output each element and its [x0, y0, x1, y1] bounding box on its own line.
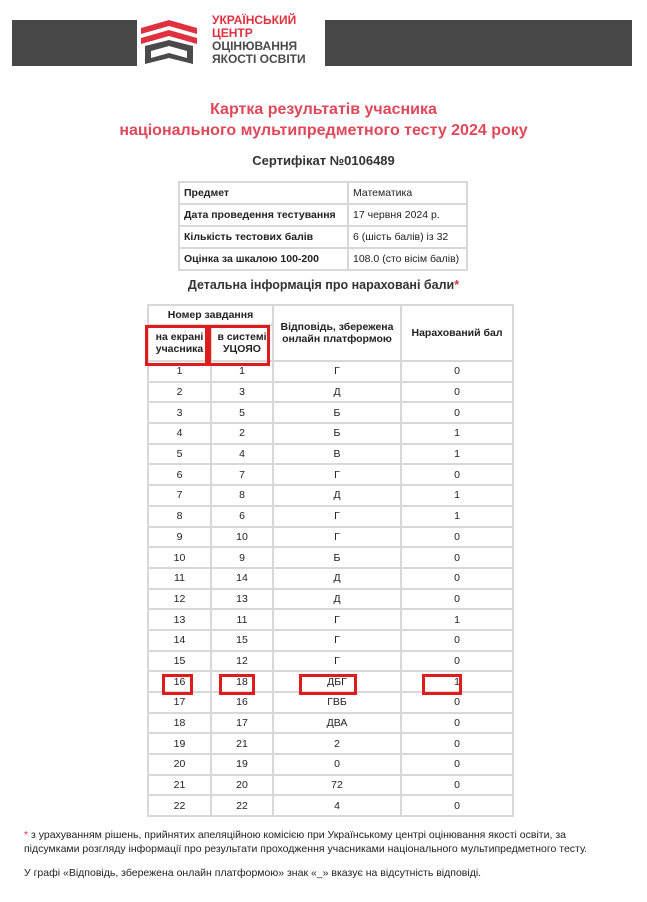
table-row: [149, 714, 512, 733]
system-number-cell: 14: [212, 569, 272, 588]
answer-cell: Г: [274, 610, 400, 629]
logo-line-3: ОЦІНЮВАННЯ: [212, 39, 298, 53]
info-row: [180, 183, 466, 203]
table-row: [149, 776, 512, 795]
answer-cell: 72: [274, 776, 400, 795]
table-row: [149, 362, 512, 381]
info-row: [180, 205, 466, 225]
screen-number-cell: 13: [149, 610, 210, 629]
system-number-cell: 12: [212, 652, 272, 671]
logo-wordmark: [212, 14, 306, 66]
info-key: Кількість тестових балів: [180, 227, 347, 247]
score-cell: 0: [402, 631, 512, 650]
score-cell: 0: [402, 465, 512, 484]
answer-cell: 2: [274, 734, 400, 753]
answer-cell: ДБГ: [274, 672, 400, 691]
answer-cell: Г: [274, 362, 400, 381]
info-row: [180, 249, 466, 269]
logo-line-4: ЯКОСТІ ОСВІТИ: [212, 52, 306, 66]
score-cell: 1: [402, 507, 512, 526]
screen-number-cell: 5: [149, 445, 210, 464]
score-cell: 0: [402, 590, 512, 609]
info-key: Предмет: [180, 183, 347, 203]
footnote-asterisk: *: [24, 829, 29, 841]
answer-cell: ГВБ: [274, 693, 400, 712]
score-cell: 0: [402, 714, 512, 733]
table-row: [149, 796, 512, 815]
screen-number-cell: 14: [149, 631, 210, 650]
screen-number-cell: 4: [149, 424, 210, 443]
score-cell: 0: [402, 693, 512, 712]
logo-line-1: УКРАЇНСЬКИЙ: [212, 13, 297, 27]
results-table: [147, 304, 514, 817]
answer-cell: Д: [274, 486, 400, 505]
table-row: [149, 590, 512, 609]
system-number-cell: 20: [212, 776, 272, 795]
answer-cell: Д: [274, 383, 400, 402]
score-cell: 1: [402, 486, 512, 505]
page-title: [0, 99, 647, 141]
score-cell: 0: [402, 548, 512, 567]
answer-cell: Г: [274, 528, 400, 547]
score-cell: 1: [402, 610, 512, 629]
detail-heading: [0, 278, 647, 292]
system-number-header: в системі УЦОЯО: [212, 326, 272, 360]
answer-cell: ДВА: [274, 714, 400, 733]
screen-number-cell: 3: [149, 403, 210, 422]
system-number-cell: 7: [212, 465, 272, 484]
table-row: [149, 693, 512, 712]
table-row: [149, 445, 512, 464]
footnote-text: з урахуванням рішень, прийнятих апеляційною комісією при Українському центрі оцінювання якості освіти, за підсумками розгляду інформації про результати проходження учасниками національного мультипредметного тесту.: [24, 829, 588, 855]
screen-number-cell: 21: [149, 776, 210, 795]
system-number-cell: 1: [212, 362, 272, 381]
score-cell: 0: [402, 403, 512, 422]
info-table: [178, 181, 468, 271]
detail-heading-text: Детальна інформація про нараховані бали: [187, 278, 455, 292]
book-logo-icon: [141, 18, 197, 68]
system-number-cell: 21: [212, 734, 272, 753]
answer-cell: 4: [274, 796, 400, 815]
system-number-cell: 4: [212, 445, 272, 464]
table-row: [149, 631, 512, 650]
answer-cell: Г: [274, 652, 400, 671]
table-row: [149, 734, 512, 753]
system-number-cell: 6: [212, 507, 272, 526]
table-row: [149, 672, 512, 691]
system-number-cell: 17: [212, 714, 272, 733]
answer-cell: Б: [274, 403, 400, 422]
certificate-number: Сертифікат №0106489: [252, 153, 395, 168]
screen-number-cell: 1: [149, 362, 210, 381]
score-cell: 0: [402, 796, 512, 815]
system-number-cell: 9: [212, 548, 272, 567]
screen-number-cell: 11: [149, 569, 210, 588]
answer-header: Відповідь, збережена онлайн платформою: [274, 306, 400, 360]
system-number-cell: 15: [212, 631, 272, 650]
system-number-cell: 22: [212, 796, 272, 815]
score-cell: 1: [402, 672, 512, 691]
score-cell: 0: [402, 362, 512, 381]
table-row: [149, 755, 512, 774]
title-line-2: національного мультипредметного тесту 2024 року: [119, 122, 528, 139]
score-header: Нарахований бал: [402, 306, 512, 360]
logo-line-2: ЦЕНТР: [212, 26, 253, 40]
info-value: 108.0 (сто вісім балів): [349, 249, 466, 269]
screen-number-cell: 6: [149, 465, 210, 484]
screen-number-cell: 2: [149, 383, 210, 402]
answer-cell: 0: [274, 755, 400, 774]
system-number-cell: 5: [212, 403, 272, 422]
info-row: [180, 227, 466, 247]
system-number-cell: 10: [212, 528, 272, 547]
info-value: 17 червня 2024 р.: [349, 205, 466, 225]
system-number-cell: 2: [212, 424, 272, 443]
system-number-cell: 13: [212, 590, 272, 609]
answer-cell: Д: [274, 569, 400, 588]
screen-number-cell: 19: [149, 734, 210, 753]
system-number-cell: 19: [212, 755, 272, 774]
system-number-cell: 16: [212, 693, 272, 712]
system-number-cell: 8: [212, 486, 272, 505]
info-key: Оцінка за шкалою 100-200: [180, 249, 347, 269]
info-value: 6 (шість балів) із 32: [349, 227, 466, 247]
answer-cell: Б: [274, 424, 400, 443]
screen-number-cell: 12: [149, 590, 210, 609]
score-cell: 1: [402, 424, 512, 443]
screen-number-cell: 8: [149, 507, 210, 526]
screen-number-cell: 22: [149, 796, 210, 815]
score-cell: 0: [402, 569, 512, 588]
table-row: [149, 486, 512, 505]
screen-number-header: на екрані учасника: [149, 326, 210, 360]
screen-number-cell: 9: [149, 528, 210, 547]
score-cell: 0: [402, 528, 512, 547]
footnote: [24, 828, 624, 856]
task-number-header: Номер завдання: [149, 306, 272, 324]
system-number-cell: 18: [212, 672, 272, 691]
table-row: [149, 569, 512, 588]
table-row: [149, 465, 512, 484]
screen-number-cell: 20: [149, 755, 210, 774]
info-key: Дата проведення тестування: [180, 205, 347, 225]
table-row: [149, 424, 512, 443]
table-row: [149, 652, 512, 671]
table-row: [149, 383, 512, 402]
table-row: [149, 610, 512, 629]
table-row: [149, 403, 512, 422]
table-row: [149, 528, 512, 547]
screen-number-cell: 17: [149, 693, 210, 712]
system-number-cell: 3: [212, 383, 272, 402]
screen-number-cell: 18: [149, 714, 210, 733]
answer-cell: Г: [274, 465, 400, 484]
screen-number-cell: 7: [149, 486, 210, 505]
score-cell: 0: [402, 734, 512, 753]
screen-number-cell: 10: [149, 548, 210, 567]
screen-number-cell: 15: [149, 652, 210, 671]
score-cell: 0: [402, 755, 512, 774]
info-value: Математика: [349, 183, 466, 203]
score-cell: 1: [402, 445, 512, 464]
system-number-cell: 11: [212, 610, 272, 629]
table-row: [149, 548, 512, 567]
ucoyo-logo: [137, 10, 325, 72]
answer-cell: Г: [274, 507, 400, 526]
footnote-answer-legend: У графі «Відповідь, збережена онлайн платформою» знак «_» вказує на відсутність відповіді.: [24, 867, 482, 879]
screen-number-cell: 16: [149, 672, 210, 691]
score-cell: 0: [402, 776, 512, 795]
answer-cell: В: [274, 445, 400, 464]
answer-cell: Б: [274, 548, 400, 567]
score-cell: 0: [402, 652, 512, 671]
results-body: [149, 362, 512, 815]
title-line-1: Картка результатів учасника: [210, 101, 437, 118]
answer-cell: Г: [274, 631, 400, 650]
answer-cell: Д: [274, 590, 400, 609]
asterisk: *: [454, 278, 460, 292]
score-cell: 0: [402, 383, 512, 402]
table-row: [149, 507, 512, 526]
